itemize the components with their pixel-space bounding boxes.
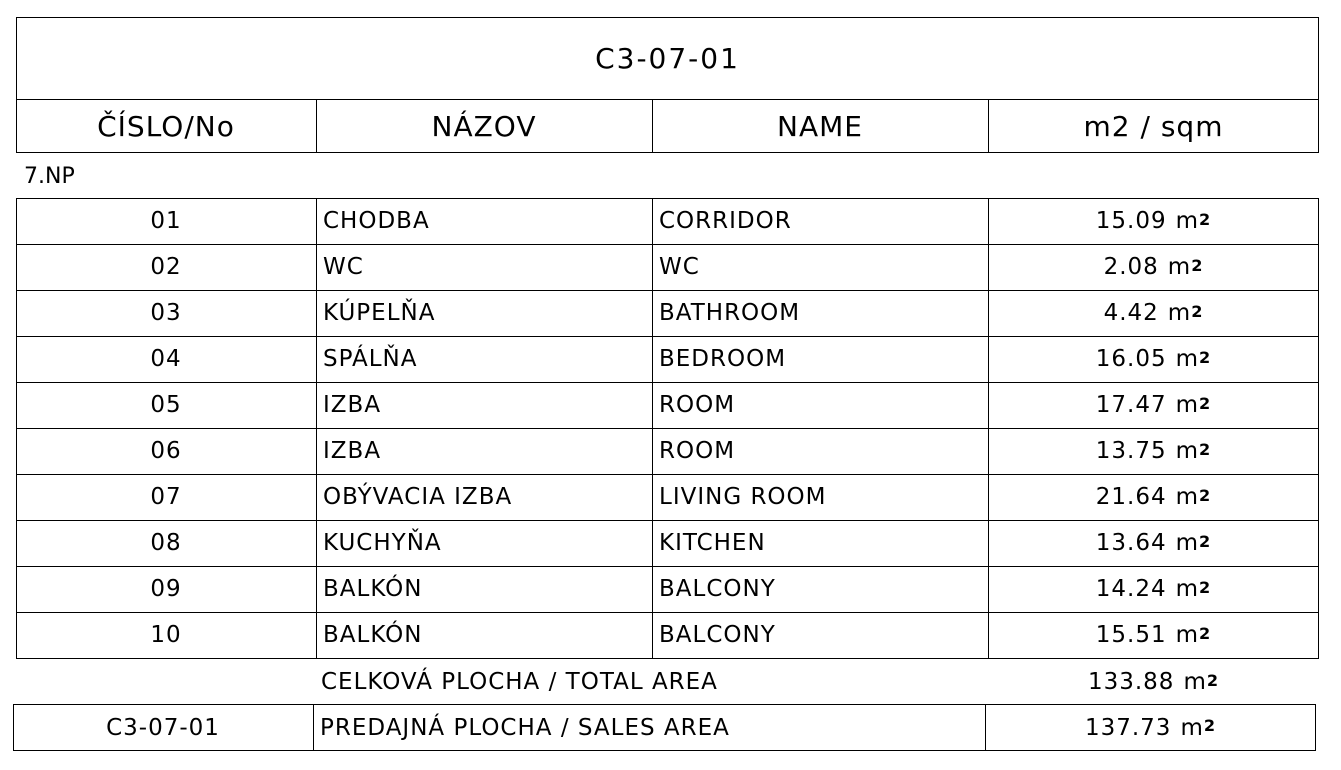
- room-area-unit-exp: 2: [1191, 301, 1204, 321]
- room-area-unit: m: [1175, 208, 1200, 234]
- room-area: [988, 612, 1319, 658]
- room-area: [988, 244, 1319, 290]
- room-name-en: ROOM: [659, 438, 736, 464]
- room-name-en: LIVING ROOM: [659, 484, 827, 510]
- room-name-en: BALCONY: [659, 622, 776, 648]
- room-area-value: 4.42: [1103, 300, 1159, 326]
- room-area-value: 17.47: [1095, 392, 1167, 418]
- sales-area: [985, 704, 1316, 751]
- room-name-sk: OBÝVACIA IZBA: [323, 484, 513, 510]
- room-area-unit-exp: 2: [1191, 255, 1204, 275]
- header-name-en: NAME: [777, 109, 863, 143]
- sales-area-unit: m: [1180, 714, 1204, 741]
- room-area-value: 15.09: [1095, 208, 1167, 234]
- room-area-unit-exp: 2: [1199, 209, 1212, 229]
- room-area: [988, 474, 1319, 520]
- room-area-value: 2.08: [1103, 254, 1159, 280]
- room-area-value: 15.51: [1095, 622, 1167, 648]
- room-area-unit: m: [1167, 254, 1192, 280]
- total-label: CELKOVÁ PLOCHA / TOTAL AREA: [321, 669, 718, 695]
- room-area-unit-exp: 2: [1199, 393, 1212, 413]
- room-area-unit-exp: 2: [1199, 439, 1212, 459]
- room-name-en: BEDROOM: [659, 346, 787, 372]
- room-area: [988, 428, 1319, 474]
- room-name-sk: SPÁLŇA: [323, 346, 418, 372]
- room-name-sk: KÚPELŇA: [323, 300, 436, 326]
- room-name-en: BATHROOM: [659, 300, 801, 326]
- room-name-en: ROOM: [659, 392, 736, 418]
- room-area-value: 14.24: [1095, 576, 1167, 602]
- room-name-sk: IZBA: [323, 438, 382, 464]
- room-number: 04: [150, 346, 182, 372]
- header-area: m2 / sqm: [1083, 109, 1224, 143]
- room-area: [988, 290, 1319, 336]
- sales-unit-id: C3-07-01: [106, 714, 220, 741]
- room-area-value: 16.05: [1095, 346, 1167, 372]
- room-area-value: 21.64: [1095, 484, 1167, 510]
- room-name-sk: BALKÓN: [323, 622, 423, 648]
- total-area-value: 133.88: [1087, 669, 1175, 695]
- room-number: 07: [150, 484, 182, 510]
- header-name-sk: NÁZOV: [431, 109, 537, 143]
- room-number: 06: [150, 438, 182, 464]
- room-area-unit: m: [1167, 300, 1192, 326]
- room-name-en: CORRIDOR: [659, 208, 792, 234]
- total-area-unit-exp: 2: [1206, 670, 1220, 690]
- total-area: [988, 659, 1319, 705]
- room-area-unit: m: [1175, 392, 1200, 418]
- sales-label: PREDAJNÁ PLOCHA / SALES AREA: [320, 714, 730, 741]
- room-area-unit-exp: 2: [1199, 347, 1212, 367]
- room-number: 08: [150, 530, 182, 556]
- room-number: 03: [150, 300, 182, 326]
- room-area-unit: m: [1175, 576, 1200, 602]
- room-area-value: 13.64: [1095, 530, 1167, 556]
- room-area-unit: m: [1175, 438, 1200, 464]
- room-area-value: 13.75: [1095, 438, 1167, 464]
- room-area: [988, 520, 1319, 566]
- room-area: [988, 336, 1319, 382]
- room-name-en: WC: [659, 254, 700, 280]
- room-area-unit-exp: 2: [1199, 531, 1212, 551]
- header-number: ČÍSLO/No: [97, 109, 235, 143]
- room-number: 02: [150, 254, 182, 280]
- room-area-unit-exp: 2: [1199, 485, 1212, 505]
- room-name-en: BALCONY: [659, 576, 776, 602]
- room-name-sk: IZBA: [323, 392, 382, 418]
- room-area: [988, 382, 1319, 428]
- room-number: 01: [150, 208, 182, 234]
- room-area-unit-exp: 2: [1199, 623, 1212, 643]
- room-area-unit: m: [1175, 622, 1200, 648]
- room-area: [988, 566, 1319, 612]
- total-area-unit: m: [1183, 669, 1207, 695]
- room-name-sk: WC: [323, 254, 364, 280]
- room-area-unit: m: [1175, 530, 1200, 556]
- floor-label: 7.NP: [24, 164, 75, 189]
- room-area-unit-exp: 2: [1199, 577, 1212, 597]
- room-name-sk: BALKÓN: [323, 576, 423, 602]
- room-area-unit: m: [1175, 484, 1200, 510]
- room-name-en: KITCHEN: [659, 530, 766, 556]
- room-area-unit: m: [1175, 346, 1200, 372]
- room-name-sk: KUCHYŇA: [323, 530, 442, 556]
- room-number: 09: [150, 576, 182, 602]
- table-title: C3-07-01: [595, 41, 740, 75]
- room-number: 10: [150, 622, 182, 648]
- sales-area-value: 137.73: [1084, 714, 1172, 741]
- room-name-sk: CHODBA: [323, 208, 430, 234]
- room-area: [988, 198, 1319, 244]
- sales-area-unit-exp: 2: [1203, 716, 1217, 735]
- room-number: 05: [150, 392, 182, 418]
